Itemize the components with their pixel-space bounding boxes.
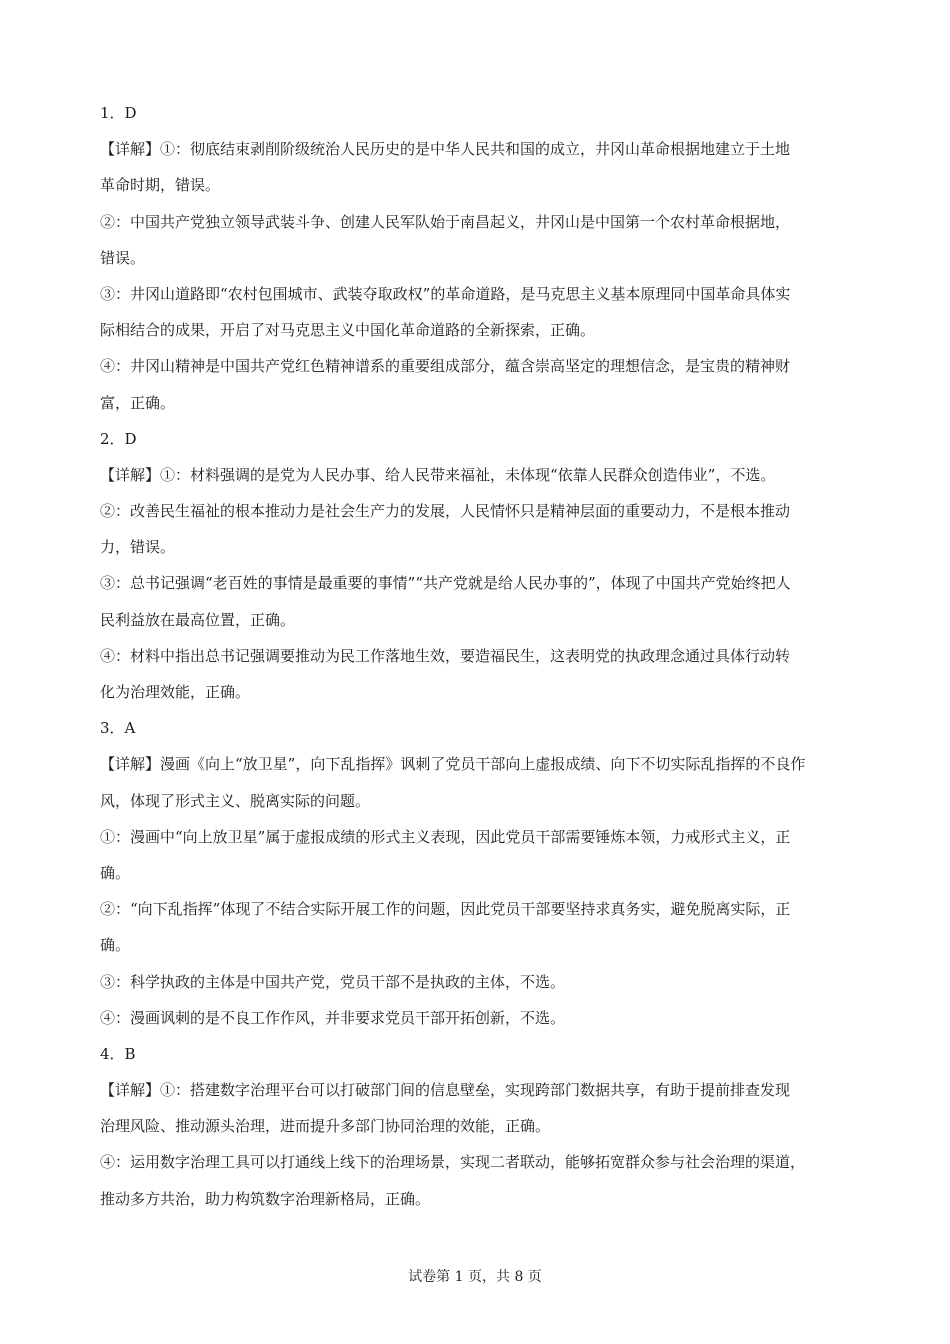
explanation-line: 推动多方共治，助力构筑数字治理新格局，正确。	[100, 1189, 431, 1208]
explanation-line: ③：井冈山道路即“农村包围城市、武装夺取政权”的革命道路，是马克思主义基本原理同中国革命具体实	[100, 284, 791, 303]
explanation-line: 确。	[100, 936, 131, 955]
explanation-line: 【详解】①：材料强调的是党为人民办事、给人民带来福祉，未体现“依靠人民群众创造伟业”，不选。	[100, 465, 776, 484]
explanation-line: ④：运用数字治理工具可以打通线上线下的治理场景，实现二者联动，能够拓宽群众参与社会治理的渠道，	[100, 1153, 806, 1172]
question-number: 4．B	[100, 1044, 136, 1063]
explanation-line: ③：总书记强调“老百姓的事情是最重要的事情”“共产党就是给人民办事的”，体现了中国共产党始终把人	[100, 574, 791, 593]
explanation-line: ③：科学执政的主体是中国共产党，党员干部不是执政的主体，不选。	[100, 972, 566, 991]
explanation-line: 【详解】①：搭建数字治理平台可以打破部门间的信息壁垒，实现跨部门数据共享，有助于提前排查发现	[100, 1081, 791, 1100]
question-2	[100, 421, 852, 711]
question-number: 1．D	[100, 104, 137, 122]
explanation-line: ②：“向下乱指挥”体现了不结合实际开展工作的问题，因此党员干部要坚持求真务实，避免脱离实际，正	[100, 900, 791, 919]
explanation-line: 【详解】漫画《向上“放卫星”，向下乱指挥》讽刺了党员干部向上虚报成绩、向下不切实际乱指挥的不良作	[100, 755, 806, 774]
question-4	[100, 1036, 852, 1217]
explanation-line: ④：材料中指出总书记强调要推动为民工作落地生效，要造福民生，这表明党的执政理念通过具体行动转	[100, 646, 791, 665]
explanation-line: ②：改善民生福祉的根本推动力是社会生产力的发展，人民情怀只是精神层面的重要动力，不是根本推动	[100, 502, 791, 521]
explanation-line: ④：井冈山精神是中国共产党红色精神谱系的重要组成部分，蕴含崇高坚定的理想信念，是宝贵的精神财	[100, 357, 791, 376]
explanation-line: 风，体现了形式主义、脱离实际的问题。	[100, 791, 371, 810]
explanation-line: 际相结合的成果，开启了对马克思主义中国化革命道路的全新探索，正确。	[100, 321, 596, 340]
page-footer: 试卷第 1 页，共 8 页	[408, 1269, 542, 1285]
explanation-line: ①：漫画中“向上放卫星”属于虚报成绩的形式主义表现，因此党员干部需要锤炼本领，力戒形式主义，正	[100, 827, 791, 846]
explanation-line: 革命时期，错误。	[100, 176, 221, 195]
explanation-line: ④：漫画讽刺的是不良工作作风，并非要求党员干部开拓创新，不选。	[100, 1008, 566, 1027]
question-3	[100, 710, 852, 1036]
explanation-line: 富，正确。	[100, 393, 176, 412]
explanation-line: 错误。	[100, 248, 146, 267]
question-1	[100, 95, 852, 421]
explanation-line: 确。	[100, 863, 131, 882]
explanation-line: 【详解】①：彻底结束剥削阶级统治人民历史的是中华人民共和国的成立，井冈山革命根据地建立于土地	[100, 140, 791, 159]
question-number: 2．D	[100, 429, 137, 448]
explanation-line: 化为治理效能，正确。	[100, 683, 251, 701]
explanation-line: 力，错误。	[100, 538, 176, 557]
question-number: 3．A	[100, 719, 136, 738]
explanation-line: 治理风险、推动源头治理，进而提升多部门协同治理的效能，正确。	[100, 1117, 551, 1136]
explanation-line: 民利益放在最高位置，正确。	[100, 610, 296, 629]
explanation-line: ②：中国共产党独立领导武装斗争、创建人民军队始于南昌起义，井冈山是中国第一个农村革命根据地，	[100, 212, 791, 231]
answer-content	[100, 95, 852, 1217]
